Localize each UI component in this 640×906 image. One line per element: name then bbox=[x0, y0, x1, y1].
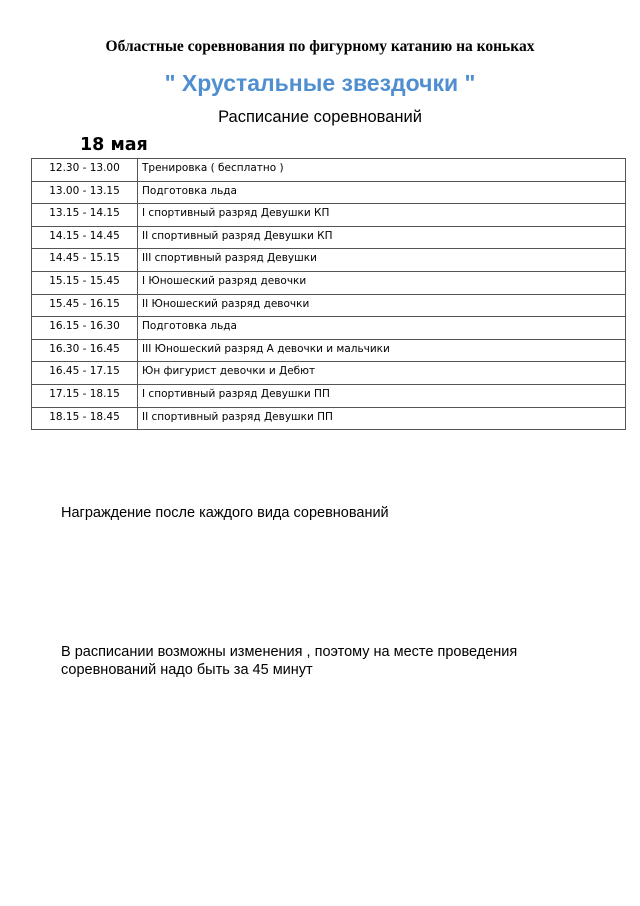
time-cell: 15.15 - 15.45 bbox=[32, 271, 138, 294]
schedule-date: 18 мая bbox=[80, 135, 148, 155]
table-row bbox=[32, 159, 626, 182]
table-row bbox=[32, 249, 626, 272]
time-cell: 15.45 - 16.15 bbox=[32, 294, 138, 317]
time-cell: 14.15 - 14.45 bbox=[32, 226, 138, 249]
event-cell: Подготовка льда bbox=[138, 181, 626, 204]
event-cell: I Юношеский разряд девочки bbox=[138, 271, 626, 294]
event-cell: I спортивный разряд Девушки КП bbox=[138, 204, 626, 227]
table-row bbox=[32, 362, 626, 385]
time-cell: 14.45 - 15.15 bbox=[32, 249, 138, 272]
table-row bbox=[32, 226, 626, 249]
time-cell: 12.30 - 13.00 bbox=[32, 159, 138, 182]
table-row bbox=[32, 384, 626, 407]
event-cell: II спортивный разряд Девушки КП bbox=[138, 226, 626, 249]
event-cell: II спортивный разряд Девушки ПП bbox=[138, 407, 626, 430]
time-cell: 16.30 - 16.45 bbox=[32, 339, 138, 362]
award-note: Награждение после каждого вида соревнований bbox=[61, 505, 389, 521]
time-cell: 18.15 - 18.45 bbox=[32, 407, 138, 430]
event-cell: Тренировка ( бесплатно ) bbox=[138, 159, 626, 182]
event-cell: Подготовка льда bbox=[138, 317, 626, 340]
time-cell: 16.15 - 16.30 bbox=[32, 317, 138, 340]
event-cell: III Юношеский разряд А девочки и мальчики bbox=[138, 339, 626, 362]
table-row bbox=[32, 317, 626, 340]
time-cell: 17.15 - 18.15 bbox=[32, 384, 138, 407]
document-title: Областные соревнования по фигурному катанию на коньках bbox=[105, 38, 535, 55]
time-cell: 13.00 - 13.15 bbox=[32, 181, 138, 204]
changes-note: В расписании возможны изменения , поэтому на месте проведения соревнований надо быть за 45 минут bbox=[61, 644, 518, 678]
table-row bbox=[32, 204, 626, 227]
table-row bbox=[32, 339, 626, 362]
table-row bbox=[32, 407, 626, 430]
event-cell: II Юношеский разряд девочки bbox=[138, 294, 626, 317]
event-cell: III спортивный разряд Девушки bbox=[138, 249, 626, 272]
time-cell: 13.15 - 14.15 bbox=[32, 204, 138, 227]
schedule-subtitle: Расписание соревнований bbox=[218, 108, 422, 126]
event-name: " Хрустальные звездочки " bbox=[164, 70, 476, 96]
time-cell: 16.45 - 17.15 bbox=[32, 362, 138, 385]
schedule-table bbox=[31, 158, 626, 430]
table-row bbox=[32, 181, 626, 204]
table-row bbox=[32, 271, 626, 294]
event-cell: Юн фигурист девочки и Дебют bbox=[138, 362, 626, 385]
table-row bbox=[32, 294, 626, 317]
event-cell: I спортивный разряд Девушки ПП bbox=[138, 384, 626, 407]
